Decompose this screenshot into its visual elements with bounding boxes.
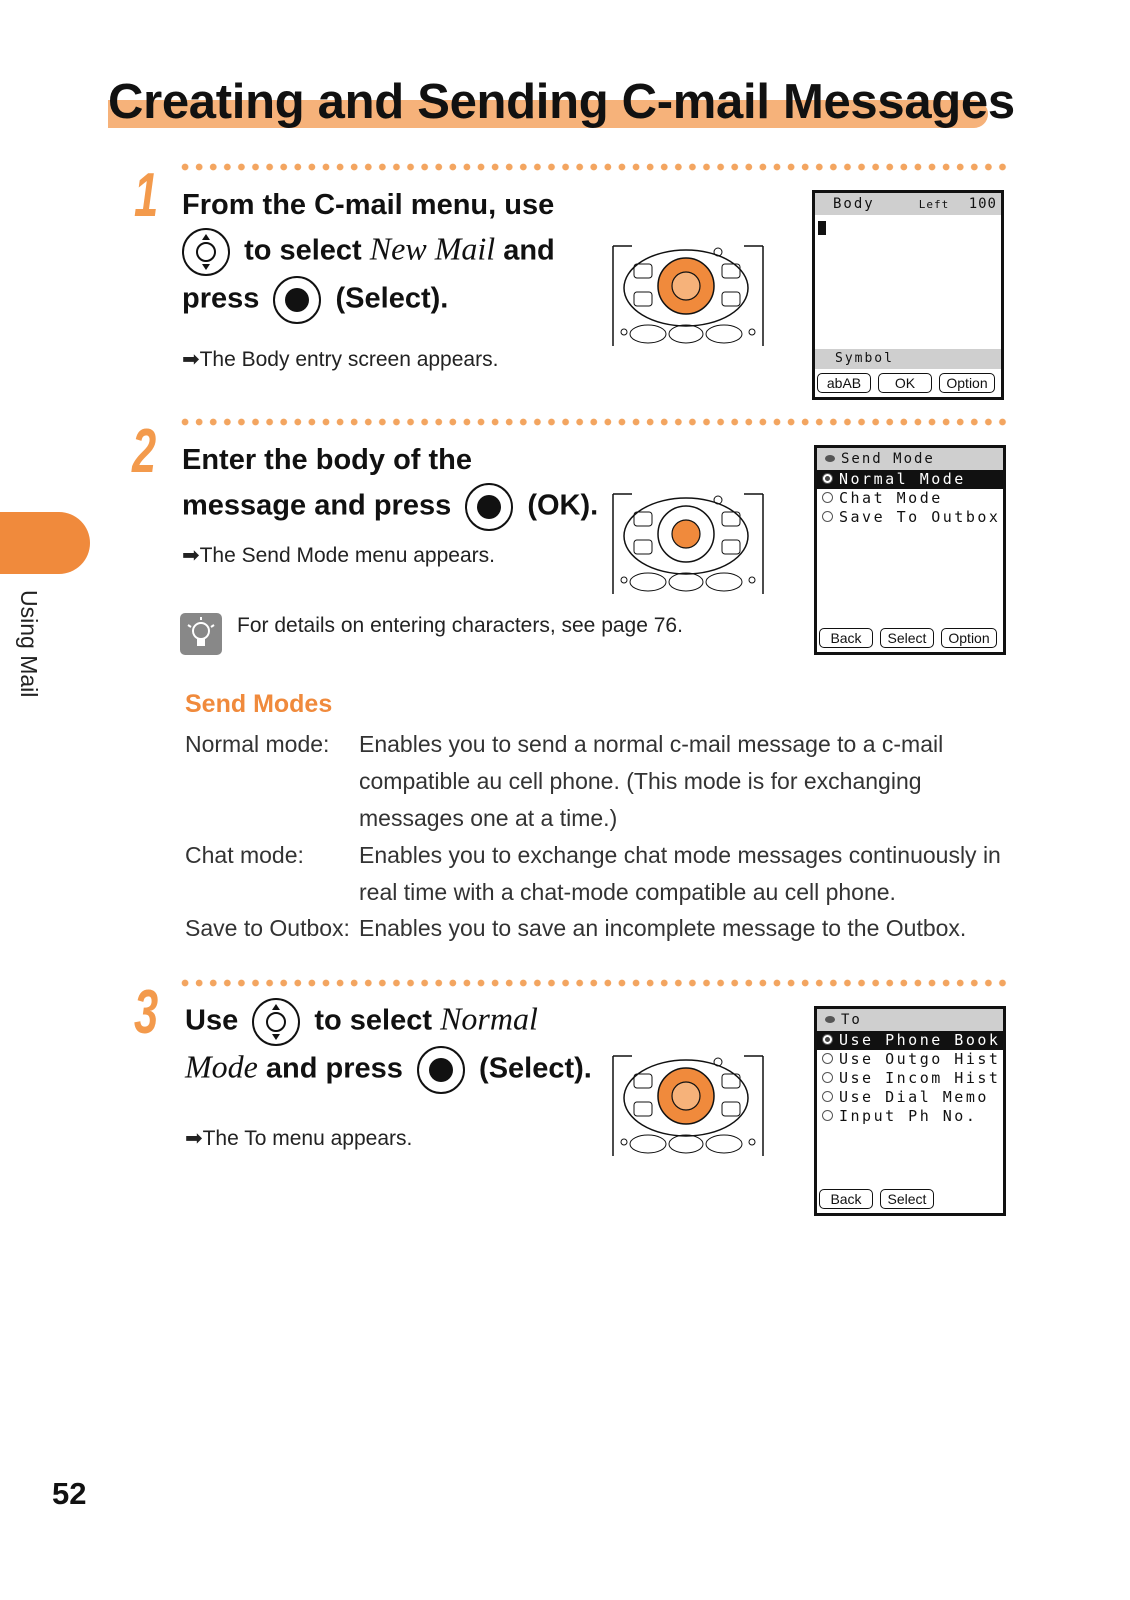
step-divider: [178, 418, 1008, 426]
step-3-line-2: [185, 1046, 592, 1094]
softkey-select[interactable]: Select: [880, 628, 934, 648]
send-mode-term: Save to Outbox:: [185, 915, 350, 941]
menu-item[interactable]: [817, 1088, 1003, 1107]
send-mode-description: Enables you to exchange chat mode messages continuously in real time with a chat-mode compatible au cell phone.: [359, 842, 1001, 905]
screen-title: To: [841, 1012, 862, 1028]
step-2-line-2: [182, 483, 598, 531]
send-mode-screen: [814, 445, 1006, 655]
softkey-bar: [817, 373, 999, 395]
radio-icon: [822, 511, 833, 522]
screen-title: Send Mode: [841, 451, 935, 467]
send-mode-description: Enables you to save an incomplete message to the Outbox.: [359, 915, 967, 941]
step-3-menu-item: Normal: [440, 1000, 538, 1037]
send-mode-description: Enables you to send a normal c-mail message to a c-mail compatible au cell phone. (This mode is for exchanging messages one at a time.): [359, 731, 944, 831]
step-3-result: ➡The To menu appears.: [185, 1127, 413, 1150]
step-3-text: to select: [314, 1004, 432, 1037]
softkey-back[interactable]: Back: [819, 628, 873, 648]
step-3-menu-item-cont: Mode: [185, 1048, 258, 1085]
char-counter: [919, 193, 997, 216]
step-1-line-2: [182, 228, 555, 276]
softkey-bar: [819, 1189, 1001, 1211]
menu-item-label: Chat Mode: [839, 489, 943, 507]
menu-icon: [825, 455, 835, 462]
radio-icon: [822, 492, 833, 503]
softkey-abab[interactable]: abAB: [817, 373, 871, 393]
screen-header: [817, 1009, 1003, 1031]
softkey-back[interactable]: Back: [819, 1189, 873, 1209]
step-1-press: press: [182, 282, 260, 315]
radio-icon: [822, 1053, 833, 1064]
step-3-use: Use: [185, 1004, 239, 1037]
step-divider: [178, 163, 1008, 171]
step-2-result: ➡The Send Mode menu appears.: [182, 544, 495, 567]
softkey-bar: [819, 628, 1001, 650]
menu-icon: [825, 1016, 835, 1023]
hint-lightbulb-icon: [180, 613, 222, 655]
step-1-text: to select: [244, 234, 362, 267]
to-menu-screen: [814, 1006, 1006, 1216]
softkey-option[interactable]: Option: [941, 628, 997, 648]
menu-item[interactable]: [817, 1069, 1003, 1088]
page-title: Creating and Sending C-mail Messages: [108, 75, 1015, 129]
step-number: 3: [134, 978, 159, 1047]
radio-selected-icon: [822, 473, 833, 484]
left-count: 100: [968, 196, 997, 212]
menu-item[interactable]: [817, 1107, 1003, 1126]
radio-icon: [822, 1110, 833, 1121]
screen-header: [817, 448, 1003, 470]
step-number: 2: [132, 417, 157, 486]
step-3-select: (Select).: [479, 1052, 592, 1085]
page-number: 52: [52, 1476, 87, 1511]
step-3-press: and press: [265, 1052, 403, 1085]
center-key-icon: [273, 276, 321, 324]
hint-text: For details on entering characters, see page 76.: [237, 614, 683, 637]
step-2-text: message and press: [182, 489, 452, 522]
step-1-select: (Select).: [335, 282, 449, 315]
left-label: Left: [918, 198, 950, 211]
menu-item[interactable]: [817, 470, 1003, 489]
radio-icon: [822, 1072, 833, 1083]
menu-item-label: Save To Outbox: [839, 508, 1001, 526]
phone-keypad-illustration: [610, 242, 766, 354]
center-key-icon: [417, 1046, 465, 1094]
softkey-option[interactable]: Option: [939, 373, 995, 393]
step-1-result: ➡The Body entry screen appears.: [182, 348, 499, 371]
menu-item-label: Input Ph No.: [839, 1107, 978, 1125]
send-mode-term: Normal mode:: [185, 731, 330, 757]
section-tab: [0, 512, 90, 574]
phone-keypad-illustration: [610, 490, 766, 602]
step-1-line-3: [182, 276, 448, 324]
menu-item-label: Use Dial Memo: [839, 1088, 989, 1106]
menu-item-label: Normal Mode: [839, 470, 966, 488]
menu-item[interactable]: [817, 1050, 1003, 1069]
body-entry-screen: [812, 190, 1004, 400]
menu-item[interactable]: [817, 489, 1003, 508]
menu-item[interactable]: [817, 1031, 1003, 1050]
softkey-select[interactable]: Select: [880, 1189, 934, 1209]
symbol-bar: [815, 349, 1001, 369]
menu-item-label: Use Outgo Hist: [839, 1050, 1001, 1068]
step-2-ok: (OK).: [527, 489, 599, 522]
step-2-instruction: Enter the body of the: [182, 444, 472, 476]
softkey-ok[interactable]: OK: [878, 373, 932, 393]
screen-header: [815, 193, 1001, 215]
radio-selected-icon: [822, 1034, 833, 1045]
navigation-key-icon: [182, 228, 230, 276]
phone-keypad-illustration: [610, 1052, 766, 1164]
text-cursor: [818, 221, 826, 235]
step-1-menu-item: New Mail: [369, 230, 496, 267]
step-divider: [178, 979, 1008, 987]
navigation-key-icon: [252, 998, 300, 1046]
radio-icon: [822, 1091, 833, 1102]
step-number: 1: [134, 161, 159, 230]
section-label: Using Mail: [16, 590, 42, 698]
step-3-line-1: [185, 998, 538, 1046]
screen-title: Body: [833, 196, 875, 212]
symbol-label: Symbol: [835, 351, 894, 366]
send-modes-heading: Send Modes: [185, 690, 333, 718]
menu-item[interactable]: [817, 508, 1003, 527]
send-mode-term: Chat mode:: [185, 842, 304, 868]
menu-item-label: Use Phone Book: [839, 1031, 1001, 1049]
step-1-instruction: From the C-mail menu, use: [182, 189, 555, 221]
menu-item-label: Use Incom Hist: [839, 1069, 1001, 1087]
center-key-icon: [465, 483, 513, 531]
step-1-text-and: and: [503, 234, 555, 267]
